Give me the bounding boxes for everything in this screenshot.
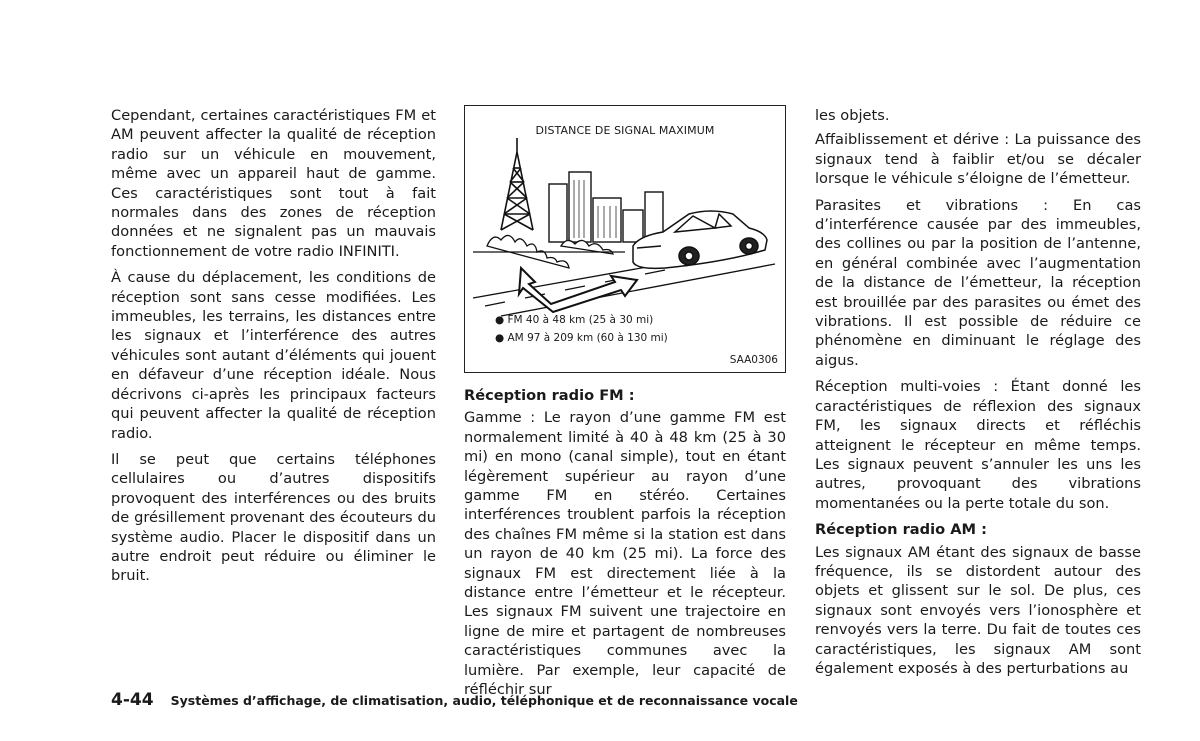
paragraph: Cependant, certaines caractéristiques FM et AM peuvent affecter la qualité de réception radio sur un véhicule en mouvement, même avec un appareil haut de gamme. Ces caractéristiques sont tout à fait normales dans des zones de réception données et ne signalent pas un mauvais fonctionnement de votre radio INFINITI.	[111, 107, 436, 260]
signal-distance-figure	[464, 105, 786, 373]
middle-column	[464, 386, 786, 707]
paragraph: À cause du déplacement, les conditions de réception sont sans cesse modifiées. Les immeubles, les terrains, les distances entre les signaux et l’interférence des autres véhicules sont autant d’éléments qui jouent en défaveur d’une réception idéale. Nous décrivons ci-après les principaux facteurs qui peuvent affecter la qualité de réception radio.	[111, 269, 436, 442]
section-heading-am: Réception radio AM :	[815, 521, 987, 539]
paragraph: les objets.	[815, 107, 890, 124]
paragraph: Gamme : Le rayon d’une gamme FM est normalement limité à 40 à 48 km (25 à 30 mi) en mono (canal simple), tout en étant légèrement supérieur au rayon d’une gamme FM en stéréo. Certaines interférences troublent parfois la réception des chaînes FM même si la station est dans un rayon de 40 km (25 mi). La force des signaux FM est directement liée à la distance entre l’émetteur et le récepteur. Les signaux FM suivent une trajectoire en ligne de mire et partagent de nombreuses caractéristiques communes avec la lumière. Par exemple, leur capacité de réfléchir sur	[464, 409, 786, 699]
paragraph: Parasites et vibrations : En cas d’interférence causée par des immeubles, des collines ou par la position de l’antenne, en général combinée avec l’augmentation de la distance de l’émetteur, la réception est brouillée par des parasites ou émet des vibrations. Il est possible de réduire ce phénomène en diminuant le réglage des aigus.	[815, 196, 1141, 369]
signal-path-arrow-icon	[519, 268, 637, 312]
figure-code: SAA0306	[729, 354, 778, 366]
paragraph: Réception multi-voies : Étant donné les caractéristiques de réflexion des signaux FM, les signaux directs et réfléchis atteignent le récepteur en même temps. Les signaux peuvent s’annuler les uns les autres, provoquant des vibrations momentanées ou la perte totale du son.	[815, 378, 1141, 512]
chapter-title: Systèmes d’affichage, de climatisation, audio, téléphonique et de reconnaissance vocale	[170, 693, 798, 708]
paragraph: Les signaux AM étant des signaux de basse fréquence, ils se distordent autour des objets et glissent sur le sol. De plus, ces signaux sont envoyés vers l’ionosphère et renvoyés vers la terre. Du fait de toutes ces caractéristiques, les signaux AM sont également exposés à des perturbations au	[815, 543, 1141, 677]
left-column	[111, 106, 436, 593]
page-number: 4-44	[111, 690, 154, 710]
paragraph: Il se peut que certains téléphones cellulaires ou d’autres dispositifs provoquent des interférences ou des bruits de grésillement provenant des écouteurs du système audio. Placer le dispositif dans un autre endroit peut réduire ou éliminer le bruit.	[111, 450, 436, 585]
paragraph: Affaiblissement et dérive : La puissance des signaux tend à faiblir et/ou se décaler lorsque le véhicule s’éloigne de l’émetteur.	[815, 131, 1141, 188]
figure-title: DISTANCE DE SIGNAL MAXIMUM	[535, 124, 715, 137]
radio-tower-icon	[501, 138, 533, 230]
right-column	[815, 106, 1141, 685]
section-heading-fm: Réception radio FM :	[464, 387, 635, 404]
page-footer	[111, 690, 798, 710]
fm-range-label: ● FM 40 à 48 km (25 à 30 mi)	[495, 314, 654, 326]
buildings-icon	[549, 172, 663, 242]
am-range-label: ● AM 97 à 209 km (60 à 130 mi)	[495, 332, 668, 344]
